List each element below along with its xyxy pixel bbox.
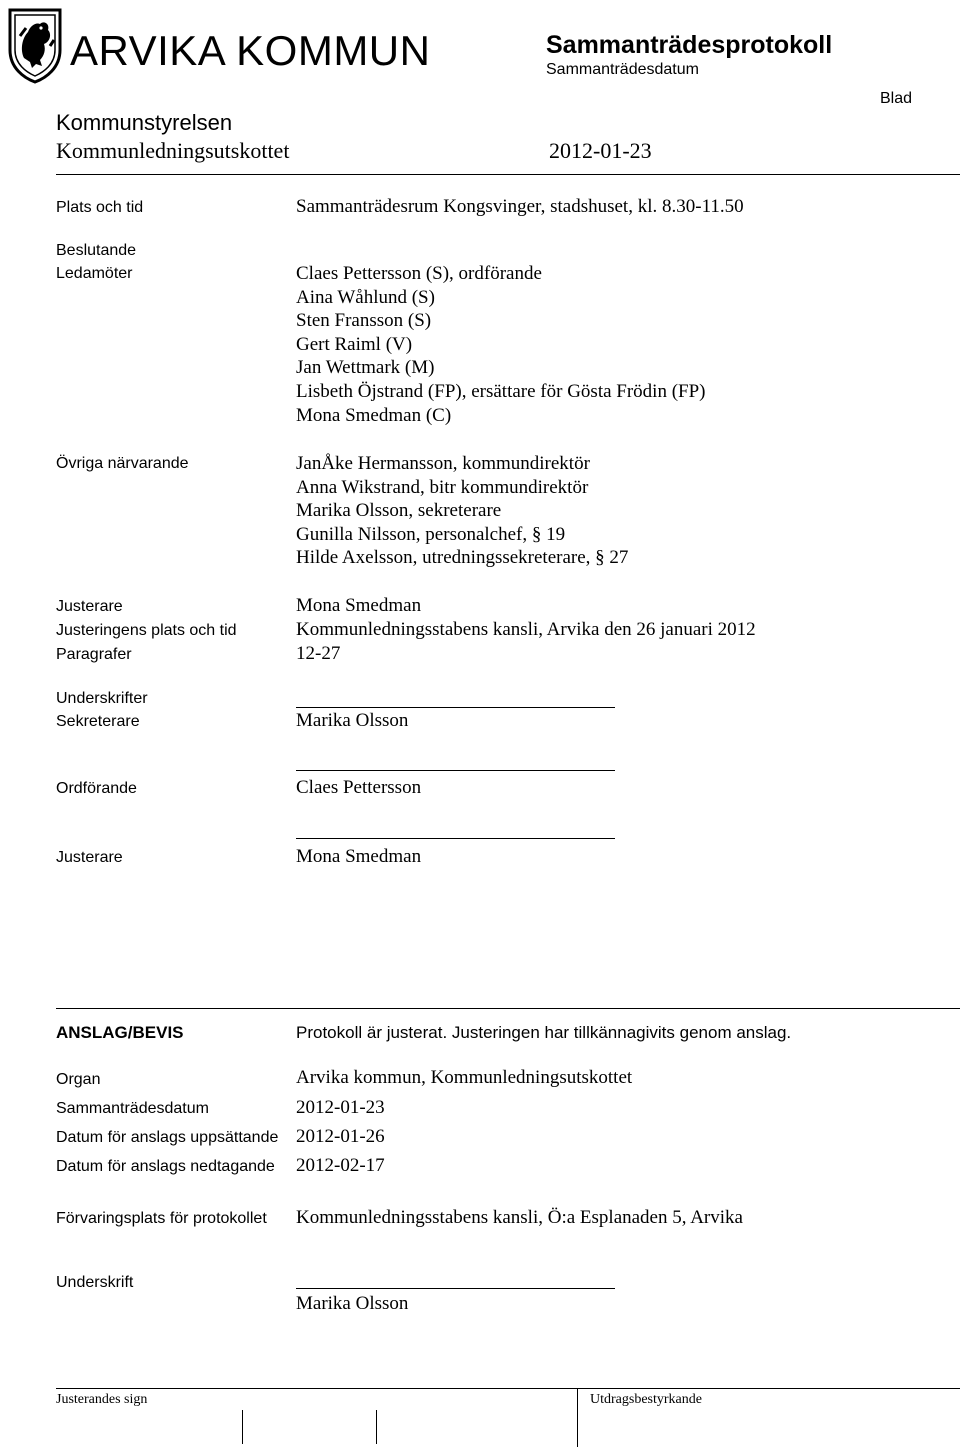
secretary-signature-line — [296, 707, 615, 708]
meeting-date-heading: Sammanträdesdatum — [546, 61, 699, 78]
header-divider — [56, 174, 960, 175]
storage-label: Förvaringsplats för protokollet — [56, 1210, 267, 1227]
initials-box-separator — [376, 1410, 377, 1444]
committee-name: Kommunledningsutskottet — [56, 138, 290, 163]
members-list — [296, 262, 706, 427]
attendee-item: Anna Wikstrand, bitr kommundirektör — [296, 476, 589, 498]
removed-date-value: 2012-02-17 — [296, 1155, 385, 1176]
member-item: Claes Pettersson (S), ordförande — [296, 263, 542, 284]
notice-meeting-date-label: Sammanträdesdatum — [56, 1100, 209, 1117]
page-label: Blad — [880, 90, 913, 107]
member-item: Aina Wåhlund (S) — [296, 286, 435, 308]
notice-signature-name: Marika Olsson — [296, 1293, 409, 1314]
attendee-item: Gunilla Nilsson, personalchef, § 19 — [296, 523, 566, 545]
adjust-place-value: Kommunledningsstabens kansli, Arvika den 26 januari 2012 — [296, 619, 756, 640]
document-type: Sammanträdesprotokoll — [546, 31, 833, 59]
member-item: Sten Fransson (S) — [296, 310, 432, 332]
paragraphs-label: Paragrafer — [56, 646, 132, 663]
footer-box-divider — [577, 1388, 578, 1447]
attendee-item: JanÅke Hermansson, kommundirektör — [296, 453, 590, 474]
chair-signature-line — [296, 770, 615, 771]
place-label: Plats och tid — [56, 199, 144, 216]
others-list — [296, 452, 628, 570]
removed-date-label: Datum för anslags nedtagande — [56, 1158, 275, 1175]
organ-value: Arvika kommun, Kommunledningsutskottet — [296, 1067, 633, 1088]
coat-of-arms-logo — [6, 6, 64, 84]
attendee-item: Hilde Axelsson, utredningssekreterare, § 27 — [296, 547, 629, 569]
initials-label: Justerandes sign — [56, 1392, 148, 1407]
member-item: Mona Smedman (C) — [296, 404, 452, 426]
extract-label: Utdragsbestyrkande — [590, 1392, 702, 1407]
adjuster-signature-label: Justerare — [56, 849, 123, 866]
notice-signature-line — [296, 1288, 615, 1289]
organ-label: Organ — [56, 1071, 101, 1088]
storage-value: Kommunledningsstabens kansli, Ö:a Esplanaden 5, Arvika — [296, 1207, 743, 1228]
header-date: 2012-01-23 — [549, 138, 652, 163]
adjust-place-label: Justeringens plats och tid — [56, 622, 237, 639]
footer-divider — [56, 1388, 960, 1389]
board-name: Kommunstyrelsen — [56, 110, 233, 135]
adjuster-label: Justerare — [56, 598, 123, 615]
secretary-label: Sekreterare — [56, 713, 140, 730]
adjuster-signature-line — [296, 838, 615, 839]
member-item: Lisbeth Öjstrand (FP), ersättare för Gösta Frödin (FP) — [296, 380, 706, 402]
organization-name: ARVIKA KOMMUN — [70, 27, 431, 74]
chair-name: Claes Pettersson — [296, 777, 422, 798]
members-label: Ledamöter — [56, 265, 133, 282]
initials-box-separator — [242, 1410, 243, 1444]
deciding-label: Beslutande — [56, 242, 137, 259]
chair-label: Ordförande — [56, 780, 137, 797]
adjuster-signature-name: Mona Smedman — [296, 846, 422, 867]
signatures-label: Underskrifter — [56, 690, 148, 707]
others-label: Övriga närvarande — [56, 455, 189, 472]
member-item: Jan Wettmark (M) — [296, 357, 435, 379]
notice-title: ANSLAG/BEVIS — [56, 1023, 184, 1042]
attendee-item: Marika Olsson, sekreterare — [296, 500, 502, 522]
posted-date-label: Datum för anslags uppsättande — [56, 1129, 279, 1146]
secretary-name: Marika Olsson — [296, 710, 409, 731]
paragraphs-value: 12-27 — [296, 643, 341, 664]
notice-divider — [56, 1008, 960, 1009]
member-item: Gert Raiml (V) — [296, 333, 413, 355]
notice-signature-label: Underskrift — [56, 1274, 134, 1291]
notice-meeting-date-value: 2012-01-23 — [296, 1097, 385, 1118]
notice-statement: Protokoll är justerat. Justeringen har tillkännagivits genom anslag. — [296, 1023, 792, 1042]
posted-date-value: 2012-01-26 — [296, 1126, 385, 1147]
place-value: Sammanträdesrum Kongsvinger, stadshuset, kl. 8.30-11.50 — [296, 196, 744, 217]
adjuster-value: Mona Smedman — [296, 595, 422, 616]
